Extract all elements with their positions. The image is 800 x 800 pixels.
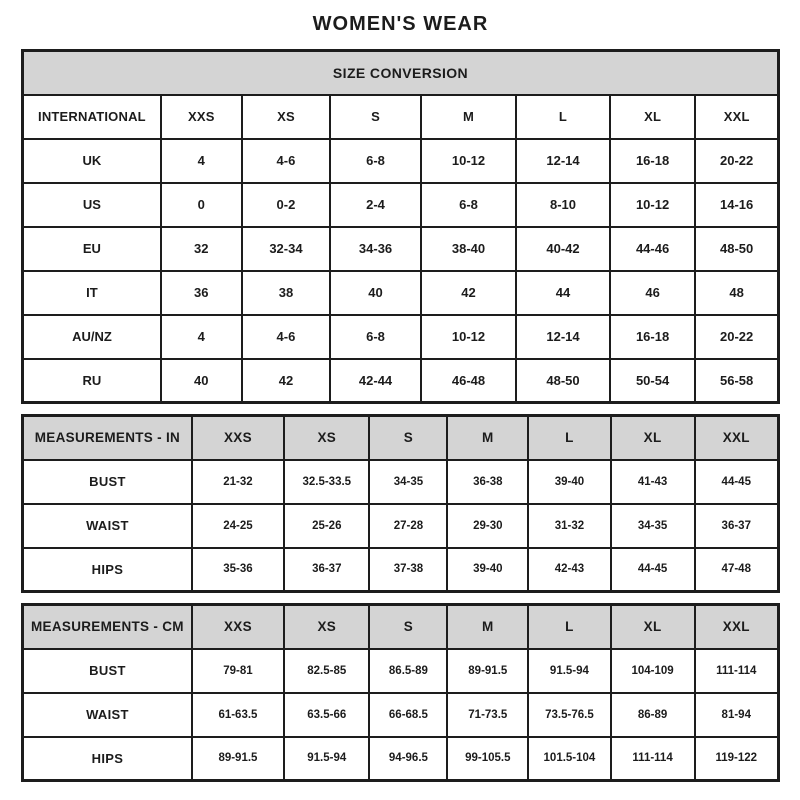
col-header-xxs: XXS xyxy=(161,95,242,139)
row-label-hips: HIPS xyxy=(23,548,192,592)
measurement-cell: 79-81 xyxy=(192,649,284,693)
size-value-cell: 42 xyxy=(421,271,516,315)
measurement-cell: 37-38 xyxy=(369,548,447,592)
measurement-cell: 101.5-104 xyxy=(528,737,610,781)
size-value-cell: 10-12 xyxy=(421,139,516,183)
size-value-cell: 14-16 xyxy=(695,183,778,227)
size-value-cell: 46-48 xyxy=(421,359,516,403)
size-value-cell: 32 xyxy=(161,227,242,271)
measurement-cell: 111-114 xyxy=(695,649,779,693)
measurement-cell: 73.5-76.5 xyxy=(528,693,610,737)
size-value-cell: 46 xyxy=(610,271,695,315)
col-header-xs: XS xyxy=(242,95,330,139)
size-header-l: L xyxy=(528,605,610,649)
measurement-cell: 36-38 xyxy=(447,460,528,504)
it-row xyxy=(23,271,779,315)
size-value-cell: 42-44 xyxy=(330,359,421,403)
measurement-cell: 94-96.5 xyxy=(369,737,447,781)
size-value-cell: 40 xyxy=(330,271,421,315)
size-value-cell: 48 xyxy=(695,271,778,315)
size-value-cell: 40-42 xyxy=(516,227,610,271)
measurement-cell: 71-73.5 xyxy=(447,693,528,737)
col-header-international: INTERNATIONAL xyxy=(23,95,161,139)
international-header-row xyxy=(23,95,779,139)
size-header-xs: XS xyxy=(284,416,369,460)
waist-cm-row xyxy=(23,693,779,737)
size-header-s: S xyxy=(369,416,447,460)
row-label-bust: BUST xyxy=(23,649,192,693)
size-value-cell: 48-50 xyxy=(695,227,778,271)
size-value-cell: 10-12 xyxy=(421,315,516,359)
size-value-cell: 10-12 xyxy=(610,183,695,227)
size-header-m: M xyxy=(447,605,528,649)
size-conversion-table xyxy=(21,49,780,404)
size-value-cell: 16-18 xyxy=(610,139,695,183)
size-value-cell: 6-8 xyxy=(330,315,421,359)
measurement-cell: 47-48 xyxy=(695,548,779,592)
bust-in-row xyxy=(23,460,779,504)
bust-cm-row xyxy=(23,649,779,693)
size-header-xs: XS xyxy=(284,605,369,649)
size-header-m: M xyxy=(447,416,528,460)
measurement-cell: 39-40 xyxy=(447,548,528,592)
size-value-cell: 6-8 xyxy=(421,183,516,227)
size-conversion-header-row xyxy=(23,51,779,95)
measurement-cell: 111-114 xyxy=(611,737,695,781)
uk-row xyxy=(23,139,779,183)
waist-in-row xyxy=(23,504,779,548)
size-value-cell: 48-50 xyxy=(516,359,610,403)
size-header-xxl: XXL xyxy=(695,605,779,649)
measurement-cell: 42-43 xyxy=(528,548,610,592)
col-header-m: M xyxy=(421,95,516,139)
measurement-cell: 24-25 xyxy=(192,504,284,548)
ru-row xyxy=(23,359,779,403)
row-label-hips: HIPS xyxy=(23,737,192,781)
size-header-xl: XL xyxy=(611,416,695,460)
size-value-cell: 12-14 xyxy=(516,315,610,359)
row-label-eu: EU xyxy=(23,227,161,271)
size-value-cell: 32-34 xyxy=(242,227,330,271)
size-header-l: L xyxy=(528,416,610,460)
size-value-cell: 36 xyxy=(161,271,242,315)
measurements-cm-title: MEASUREMENTS - CM xyxy=(23,605,192,649)
measurement-cell: 36-37 xyxy=(284,548,369,592)
measurement-cell: 39-40 xyxy=(528,460,610,504)
measurement-cell: 32.5-33.5 xyxy=(284,460,369,504)
measurement-cell: 89-91.5 xyxy=(192,737,284,781)
measurement-cell: 89-91.5 xyxy=(447,649,528,693)
measurement-cell: 91.5-94 xyxy=(528,649,610,693)
measurement-cell: 36-37 xyxy=(695,504,779,548)
measurement-cell: 81-94 xyxy=(695,693,779,737)
row-label-uk: UK xyxy=(23,139,161,183)
measurement-cell: 86-89 xyxy=(611,693,695,737)
size-value-cell: 40 xyxy=(161,359,242,403)
size-value-cell: 16-18 xyxy=(610,315,695,359)
aunz-row xyxy=(23,315,779,359)
col-header-xxl: XXL xyxy=(695,95,778,139)
size-value-cell: 12-14 xyxy=(516,139,610,183)
size-value-cell: 20-22 xyxy=(695,139,778,183)
measurement-cell: 104-109 xyxy=(611,649,695,693)
size-value-cell: 56-58 xyxy=(695,359,778,403)
col-header-s: S xyxy=(330,95,421,139)
row-label-waist: WAIST xyxy=(23,504,192,548)
size-value-cell: 4-6 xyxy=(242,315,330,359)
hips-in-row xyxy=(23,548,779,592)
size-value-cell: 44 xyxy=(516,271,610,315)
measurement-cell: 44-45 xyxy=(611,548,695,592)
size-header-xxl: XXL xyxy=(695,416,779,460)
measurements-cm-table xyxy=(21,603,780,782)
us-row xyxy=(23,183,779,227)
measurement-cell: 44-45 xyxy=(695,460,779,504)
measurement-cell: 35-36 xyxy=(192,548,284,592)
measurement-cell: 99-105.5 xyxy=(447,737,528,781)
col-header-xl: XL xyxy=(610,95,695,139)
measurement-cell: 21-32 xyxy=(192,460,284,504)
size-conversion-title: SIZE CONVERSION xyxy=(23,51,779,95)
page-title: WOMEN'S WEAR xyxy=(312,13,489,35)
measurement-cell: 31-32 xyxy=(528,504,610,548)
size-value-cell: 4 xyxy=(161,315,242,359)
size-value-cell: 2-4 xyxy=(330,183,421,227)
row-label-it: IT xyxy=(23,271,161,315)
eu-row xyxy=(23,227,779,271)
measurements-in-title: MEASUREMENTS - IN xyxy=(23,416,192,460)
measurement-cell: 82.5-85 xyxy=(284,649,369,693)
measurement-cell: 29-30 xyxy=(447,504,528,548)
measurement-cell: 119-122 xyxy=(695,737,779,781)
measurement-cell: 91.5-94 xyxy=(284,737,369,781)
row-label-us: US xyxy=(23,183,161,227)
measurement-cell: 61-63.5 xyxy=(192,693,284,737)
size-value-cell: 0 xyxy=(161,183,242,227)
measurement-cell: 63.5-66 xyxy=(284,693,369,737)
size-value-cell: 4-6 xyxy=(242,139,330,183)
row-label-waist: WAIST xyxy=(23,693,192,737)
measurement-cell: 86.5-89 xyxy=(369,649,447,693)
hips-cm-row xyxy=(23,737,779,781)
measurement-cell: 27-28 xyxy=(369,504,447,548)
size-value-cell: 34-36 xyxy=(330,227,421,271)
size-value-cell: 44-46 xyxy=(610,227,695,271)
col-header-l: L xyxy=(516,95,610,139)
measurements-in-header-row xyxy=(23,416,779,460)
measurements-in-table xyxy=(21,414,780,593)
size-value-cell: 50-54 xyxy=(610,359,695,403)
size-value-cell: 20-22 xyxy=(695,315,778,359)
size-header-s: S xyxy=(369,605,447,649)
size-header-xxs: XXS xyxy=(192,605,284,649)
size-value-cell: 42 xyxy=(242,359,330,403)
measurement-cell: 34-35 xyxy=(611,504,695,548)
size-value-cell: 38-40 xyxy=(421,227,516,271)
measurement-cell: 34-35 xyxy=(369,460,447,504)
size-value-cell: 0-2 xyxy=(242,183,330,227)
measurement-cell: 41-43 xyxy=(611,460,695,504)
row-label-ru: RU xyxy=(23,359,161,403)
row-label-bust: BUST xyxy=(23,460,192,504)
measurement-cell: 25-26 xyxy=(284,504,369,548)
size-header-xxs: XXS xyxy=(192,416,284,460)
measurements-cm-header-row xyxy=(23,605,779,649)
size-value-cell: 38 xyxy=(242,271,330,315)
measurement-cell: 66-68.5 xyxy=(369,693,447,737)
size-value-cell: 6-8 xyxy=(330,139,421,183)
size-value-cell: 4 xyxy=(161,139,242,183)
size-header-xl: XL xyxy=(611,605,695,649)
size-value-cell: 8-10 xyxy=(516,183,610,227)
row-label-aunz: AU/NZ xyxy=(23,315,161,359)
